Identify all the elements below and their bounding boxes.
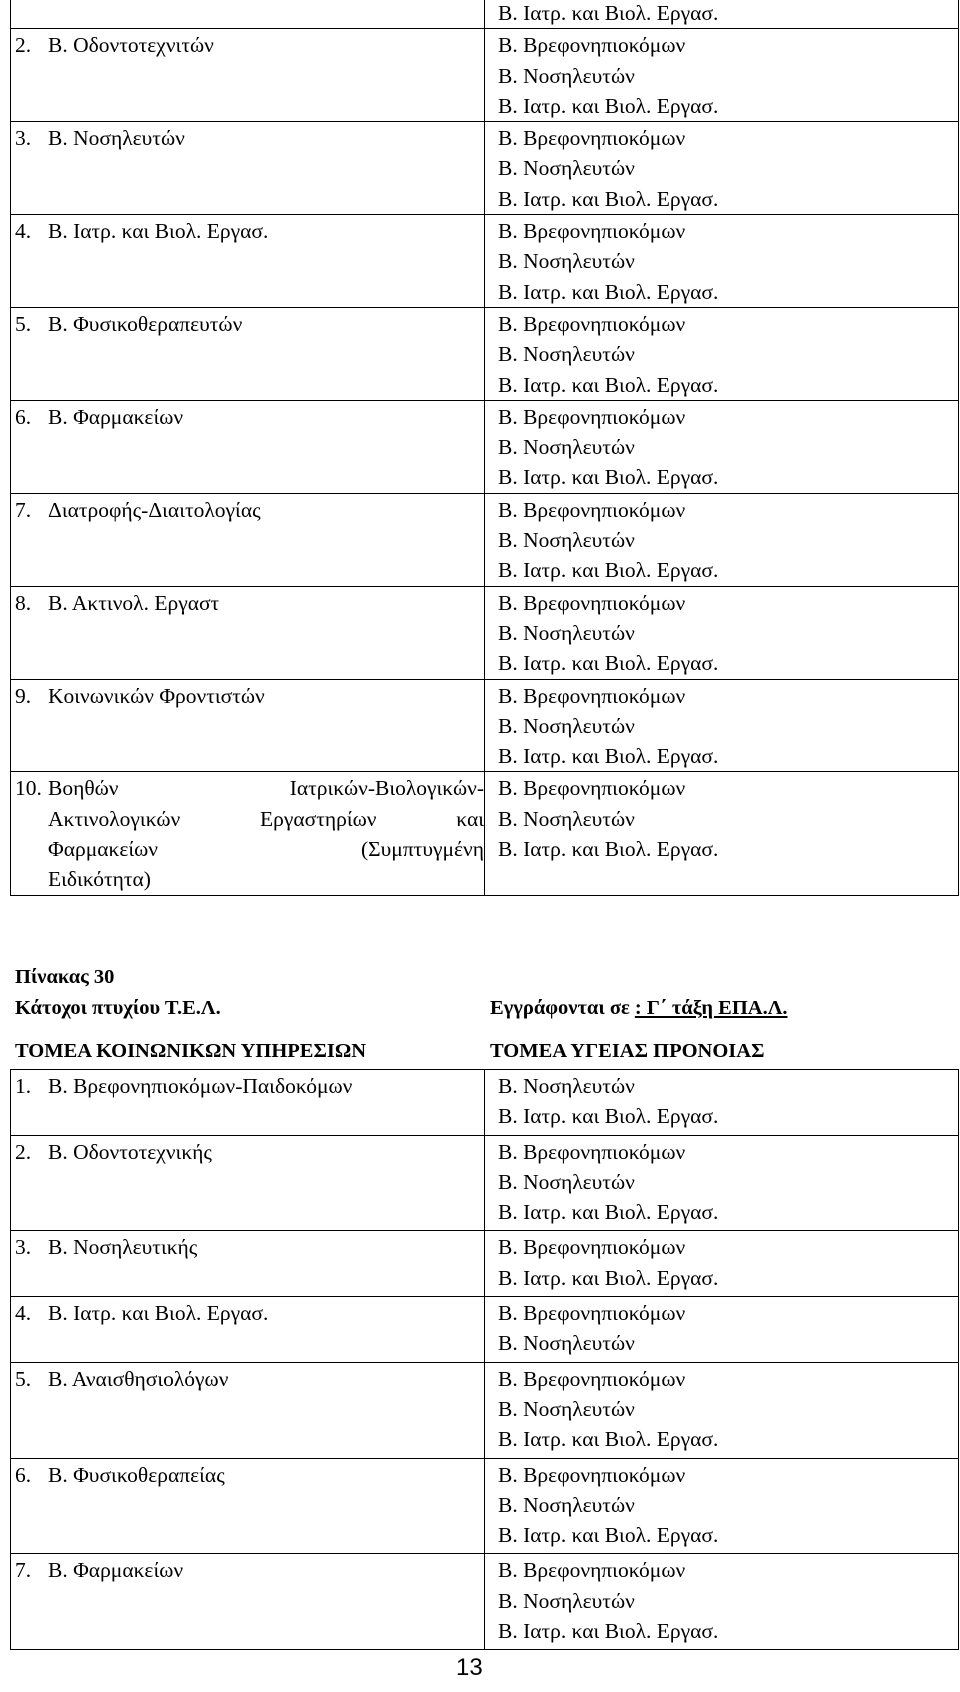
target-specialty: Β. Νοσηλευτών bbox=[498, 806, 635, 831]
specialty-name-line bbox=[15, 804, 484, 834]
target-specialty: Β. Νοσηλευτών bbox=[498, 528, 635, 553]
target-specialty: Β. Ιατρ. και Βιολ. Εργασ. bbox=[498, 1427, 719, 1452]
target-specialty: Β. Νοσηλευτών bbox=[498, 1588, 635, 1613]
specialty-cell bbox=[11, 1554, 485, 1650]
specialty-name: Β. Βρεφονηπιοκόμων-Παιδοκόμων bbox=[48, 1074, 353, 1098]
target-specialty: Β. Ιατρ. και Βιολ. Εργασ. bbox=[498, 744, 719, 769]
specialty-name: Κοινωνικών Φροντιστών bbox=[48, 683, 265, 708]
specialty-cell bbox=[11, 1231, 485, 1297]
targets-cell bbox=[485, 679, 959, 772]
table-title: Πίνακας 30 bbox=[15, 966, 115, 988]
target-specialty: Β. Νοσηλευτών bbox=[498, 713, 635, 738]
specialty-name-part: Ιατρικών-Βιολογικών- bbox=[289, 776, 484, 801]
table-row bbox=[11, 679, 959, 772]
specialty-name-part: Φαρμακείων bbox=[48, 837, 159, 862]
specialty-cell bbox=[11, 400, 485, 493]
specialty-name: Β. Ιατρ. και Βιολ. Εργασ. bbox=[48, 1301, 269, 1326]
table-row bbox=[11, 215, 959, 308]
specialties-table-continued bbox=[10, 0, 959, 896]
targets-cell bbox=[485, 0, 959, 29]
specialty-name: Β. Οδοντοτεχνιτών bbox=[48, 33, 214, 58]
table-row bbox=[11, 122, 959, 215]
row-number: 4. bbox=[15, 219, 32, 244]
table-row bbox=[11, 307, 959, 400]
row-number: 7. bbox=[15, 1558, 32, 1583]
specialties-table-body bbox=[11, 0, 959, 895]
target-specialty: Β. Βρεφονηπιοκόμων bbox=[498, 126, 686, 151]
specialty-cell bbox=[11, 0, 485, 29]
targets-cell bbox=[485, 493, 959, 586]
target-specialty: Β. Βρεφονηπιοκόμων bbox=[498, 311, 686, 336]
enroll-prefix: Εγγράφονται σε bbox=[490, 997, 635, 1019]
row-number: 8. bbox=[15, 590, 32, 615]
row-number: 6. bbox=[15, 404, 32, 429]
specialty-name-part: Ειδικότητα) bbox=[48, 867, 151, 892]
specialty-cell bbox=[11, 1135, 485, 1231]
row-number: 9. bbox=[15, 683, 32, 708]
specialty-name-part: (Συμπτυγμένη bbox=[360, 837, 484, 862]
table-row bbox=[11, 1458, 959, 1554]
specialty-cell bbox=[11, 679, 485, 772]
specialty-name-line bbox=[15, 834, 484, 864]
specialty-cell bbox=[11, 586, 485, 679]
targets-cell bbox=[485, 122, 959, 215]
specialty-name: Β. Φαρμακείων bbox=[48, 1558, 184, 1583]
row-number: 2. bbox=[15, 1139, 32, 1164]
target-specialty: Β. Νοσηλευτών bbox=[498, 620, 635, 645]
row-number: 2. bbox=[15, 33, 32, 58]
specialty-cell bbox=[11, 215, 485, 308]
table-row bbox=[11, 1231, 959, 1297]
table-row bbox=[11, 1554, 959, 1650]
target-specialty: Β. Νοσηλευτών bbox=[498, 1396, 635, 1421]
target-specialty: Β. Ιατρ. και Βιολ. Εργασ. bbox=[498, 465, 719, 490]
targets-cell bbox=[485, 307, 959, 400]
table-row bbox=[11, 0, 959, 29]
target-specialty: Β. Νοσηλευτών bbox=[498, 1331, 635, 1356]
target-specialty: Β. Νοσηλευτών bbox=[498, 249, 635, 274]
target-specialty: Β. Βρεφονηπιοκόμων bbox=[498, 1139, 686, 1164]
target-specialty: Β. Νοσηλευτών bbox=[498, 342, 635, 367]
target-specialty: Β. Βρεφονηπιοκόμων bbox=[498, 33, 686, 58]
table-row bbox=[11, 1297, 959, 1363]
specialty-cell bbox=[11, 1297, 485, 1363]
table-row bbox=[11, 1135, 959, 1231]
specialty-cell bbox=[11, 493, 485, 586]
target-specialty: Β. Νοσηλευτών bbox=[498, 1074, 635, 1098]
targets-cell bbox=[485, 1231, 959, 1297]
specialty-cell bbox=[11, 1070, 485, 1136]
specialty-name-part: Βοηθών bbox=[48, 776, 119, 801]
specialty-name: Β. Φυσικοθεραπευτών bbox=[48, 311, 243, 336]
targets-cell bbox=[485, 400, 959, 493]
specialty-cell bbox=[11, 29, 485, 122]
row-number: 5. bbox=[15, 311, 32, 336]
row-number: 5. bbox=[15, 1366, 32, 1391]
row-number: 3. bbox=[15, 126, 32, 151]
target-specialty: Β. Νοσηλευτών bbox=[498, 156, 635, 181]
table-row bbox=[11, 772, 959, 895]
specialty-cell bbox=[11, 122, 485, 215]
target-specialty: Β. Νοσηλευτών bbox=[498, 1169, 635, 1194]
specialty-name: Β. Οδοντοτεχνικής bbox=[48, 1139, 212, 1164]
target-specialty: Β. Βρεφονηπιοκόμων bbox=[498, 497, 686, 522]
target-specialty: Β. Βρεφονηπιοκόμων bbox=[498, 776, 686, 801]
row-number: 3. bbox=[15, 1235, 32, 1260]
targets-cell bbox=[485, 29, 959, 122]
row-number: 10. bbox=[15, 776, 42, 801]
table-row bbox=[11, 1070, 959, 1136]
target-specialty: Β. Βρεφονηπιοκόμων bbox=[498, 1462, 686, 1487]
specialty-cell bbox=[11, 1362, 485, 1458]
row-number: 4. bbox=[15, 1301, 32, 1326]
specialty-cell bbox=[11, 772, 485, 895]
target-specialty: Β. Νοσηλευτών bbox=[498, 63, 635, 88]
specialty-name: Β. Νοσηλευτικής bbox=[48, 1235, 198, 1260]
target-specialty: Β. Ιατρ. και Βιολ. Εργασ. bbox=[498, 1523, 719, 1548]
row-number: 7. bbox=[15, 497, 32, 522]
targets-cell bbox=[485, 1458, 959, 1554]
specialty-name: Β. Φαρμακείων bbox=[48, 404, 184, 429]
target-specialty: Β. Βρεφονηπιοκόμων bbox=[498, 1301, 686, 1326]
specialty-name: Διατροφής-Διαιτολογίας bbox=[48, 497, 261, 522]
targets-cell bbox=[485, 772, 959, 895]
target-specialty: Β. Ιατρ. και Βιολ. Εργασ. bbox=[498, 1104, 719, 1129]
target-specialty: Β. Βρεφονηπιοκόμων bbox=[498, 1366, 686, 1391]
specialty-name: Β. Ακτινολ. Εργαστ bbox=[48, 590, 220, 615]
specialty-name-line bbox=[15, 773, 484, 803]
target-specialty: Β. Βρεφονηπιοκόμων bbox=[498, 683, 686, 708]
sector-right: ΤΟΜΕΑ ΥΓΕΙΑΣ ΠΡΟΝΟΙΑΣ bbox=[490, 1040, 765, 1062]
row-number: 1. bbox=[15, 1074, 32, 1098]
targets-cell bbox=[485, 1554, 959, 1650]
target-specialty: Β. Ιατρ. και Βιολ. Εργασ. bbox=[498, 93, 719, 118]
specialty-name-part: Ακτινολογικών bbox=[48, 806, 181, 831]
specialty-name-line bbox=[15, 864, 484, 894]
targets-cell bbox=[485, 586, 959, 679]
target-specialty: Β. Ιατρ. και Βιολ. Εργασ. bbox=[498, 372, 719, 397]
enroll-label bbox=[490, 997, 788, 1020]
target-specialty: Β. Βρεφονηπιοκόμων bbox=[498, 1235, 686, 1260]
row-number: 6. bbox=[15, 1462, 32, 1487]
specialties-table-body bbox=[11, 1070, 959, 1650]
specialty-name: Β. Αναισθησιολόγων bbox=[48, 1366, 229, 1391]
table-row bbox=[11, 586, 959, 679]
specialty-cell bbox=[11, 1458, 485, 1554]
target-specialty: Β. Ιατρ. και Βιολ. Εργασ. bbox=[498, 1, 719, 25]
table-row bbox=[11, 400, 959, 493]
specialty-name: Β. Ιατρ. και Βιολ. Εργασ. bbox=[48, 219, 269, 244]
specialty-name-part: Εργαστηρίων bbox=[260, 806, 377, 831]
targets-cell bbox=[485, 215, 959, 308]
target-specialty: Β. Ιατρ. και Βιολ. Εργασ. bbox=[498, 186, 719, 211]
targets-cell bbox=[485, 1362, 959, 1458]
page-number: 13 bbox=[456, 1654, 483, 1681]
specialty-name-part: και bbox=[456, 806, 484, 831]
target-specialty: Β. Βρεφονηπιοκόμων bbox=[498, 404, 686, 429]
target-specialty: Β. Ιατρ. και Βιολ. Εργασ. bbox=[498, 1619, 719, 1644]
specialty-name: Β. Νοσηλευτών bbox=[48, 126, 185, 151]
target-specialty: Β. Ιατρ. και Βιολ. Εργασ. bbox=[498, 651, 719, 676]
target-specialty: Β. Βρεφονηπιοκόμων bbox=[498, 590, 686, 615]
sector-left: ΤΟΜΕΑ ΚΟΙΝΩΝΙΚΩΝ ΥΠΗΡΕΣΙΩΝ bbox=[15, 1040, 367, 1062]
target-specialty: Β. Ιατρ. και Βιολ. Εργασ. bbox=[498, 837, 719, 862]
target-specialty: Β. Ιατρ. και Βιολ. Εργασ. bbox=[498, 1265, 719, 1290]
target-specialty: Β. Ιατρ. και Βιολ. Εργασ. bbox=[498, 279, 719, 304]
target-specialty: Β. Ιατρ. και Βιολ. Εργασ. bbox=[498, 558, 719, 583]
table-row bbox=[11, 493, 959, 586]
targets-cell bbox=[485, 1297, 959, 1363]
targets-cell bbox=[485, 1070, 959, 1136]
target-specialty: Β. Ιατρ. και Βιολ. Εργασ. bbox=[498, 1200, 719, 1225]
table-row bbox=[11, 1362, 959, 1458]
target-specialty: Β. Νοσηλευτών bbox=[498, 435, 635, 460]
holders-label: Κάτοχοι πτυχίου Τ.Ε.Λ. bbox=[15, 997, 221, 1019]
target-specialty: Β. Βρεφονηπιοκόμων bbox=[498, 219, 686, 244]
specialty-name: Β. Φυσικοθεραπείας bbox=[48, 1462, 225, 1487]
enroll-target: : Γ΄ τάξη ΕΠΑ.Λ. bbox=[634, 997, 788, 1019]
target-specialty: Β. Βρεφονηπιοκόμων bbox=[498, 1558, 686, 1583]
targets-cell bbox=[485, 1135, 959, 1231]
target-specialty: Β. Νοσηλευτών bbox=[498, 1492, 635, 1517]
table-row bbox=[11, 29, 959, 122]
specialties-table bbox=[10, 1069, 959, 1650]
specialty-cell bbox=[11, 307, 485, 400]
